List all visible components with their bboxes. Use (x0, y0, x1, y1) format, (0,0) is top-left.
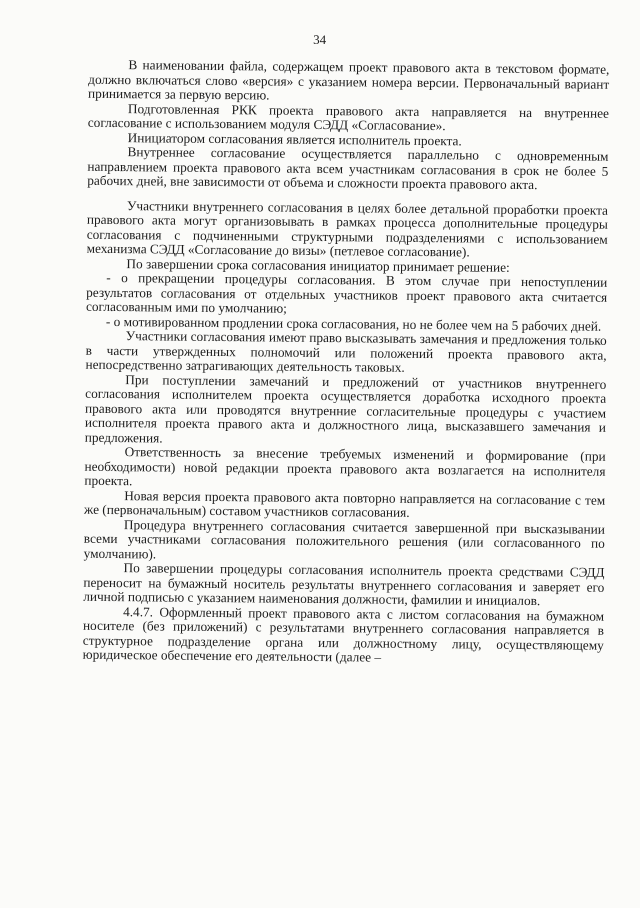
paragraph: Подготовленная РКК проекта правового акта направляется на внутреннее согласование с использованием модуля СЭДД «Согласование». (87, 100, 610, 134)
paragraph: При поступлении замечаний и предложений от участников внутреннего согласования исполнителем проекта осуществляется доработка исходного проекта правового акта или проводятся внутренние согласительные процедуры с участием исполнителя проекта правого акта и должностного лица, высказавшего замечания и предложения. (84, 371, 607, 446)
paragraph: Ответственность за внесение требуемых изменений и формирование (при необходимости) новой редакции проекта правового акта возлагается на исполнителя проекта. (84, 444, 606, 489)
paragraph: По завершении срока согласования инициатор принимает решение: (126, 255, 510, 275)
paragraph: Участники согласования имеют право высказывать замечания и предложения только в части утвержденных полномочий или положений проекта правового акта, непосредственно затрагивающих деятельность таковых. (85, 328, 607, 375)
paragraph: Внутреннее согласование осуществляется параллельно с одновременным направлением проекта правового акта всем участникам согласования в срок не более 5 рабочих дней, вне зависимости от объема и сложности проекта правового акта. (87, 144, 609, 193)
paragraph: По завершении процедуры согласования исполнитель проекта средствами СЭДД переносит на бумажный носитель результаты внутреннего согласования и заверяет его личной подписью с указанием наименования должности, фамилии и инициалов. (83, 560, 605, 609)
paragraph: 4.4.7. Оформленный проект правового акта с листом согласования на бумажном носителе (без приложений) с результатами внутреннего согласования направляется в структурное подразделение органа или должностному лицу, осуществляющему юридическое обеспечение его деятельности (далее – (82, 603, 605, 665)
paragraph: Процедура внутреннего согласования считается завершенной при высказывании всеми участниками согласования положительного решения (или согласованного по умолчанию). (83, 516, 606, 561)
paragraph: Участники внутреннего согласования в целях более детальной проработки проекта правового акта могут организовывать в рамках процесса дополнительные процедуры согласования с подчиненными структурными подразделениями с использованием механизма СЭДД «Согласование до визы» (петлевое согласование). (86, 197, 609, 260)
paragraph: В наименовании файла, содержащем проект правового акта в текстовом формате, должно включаться слово «версия» с указанием номера версии. Первоначальный вариант принимается за первую версию. (88, 57, 610, 103)
paragraph: Новая версия проекта правового акта повторно направляется на согласование с тем же (первоначальным) составом участников согласования. (84, 487, 606, 520)
page-number: 34 (313, 31, 327, 48)
list-item: - о прекращении процедуры согласования. В этом случае при непоступлении результатов согласования от отдельных участников проект правового акта считается согласованным ими по умолчанию; (85, 269, 608, 316)
body-text (83, 58, 610, 667)
list-item: - о мотивированном продлении срока согласования, но не более чем на 5 рабочих дней. (105, 313, 602, 334)
paragraph: Инициатором согласования является исполнитель проекта. (127, 129, 462, 148)
